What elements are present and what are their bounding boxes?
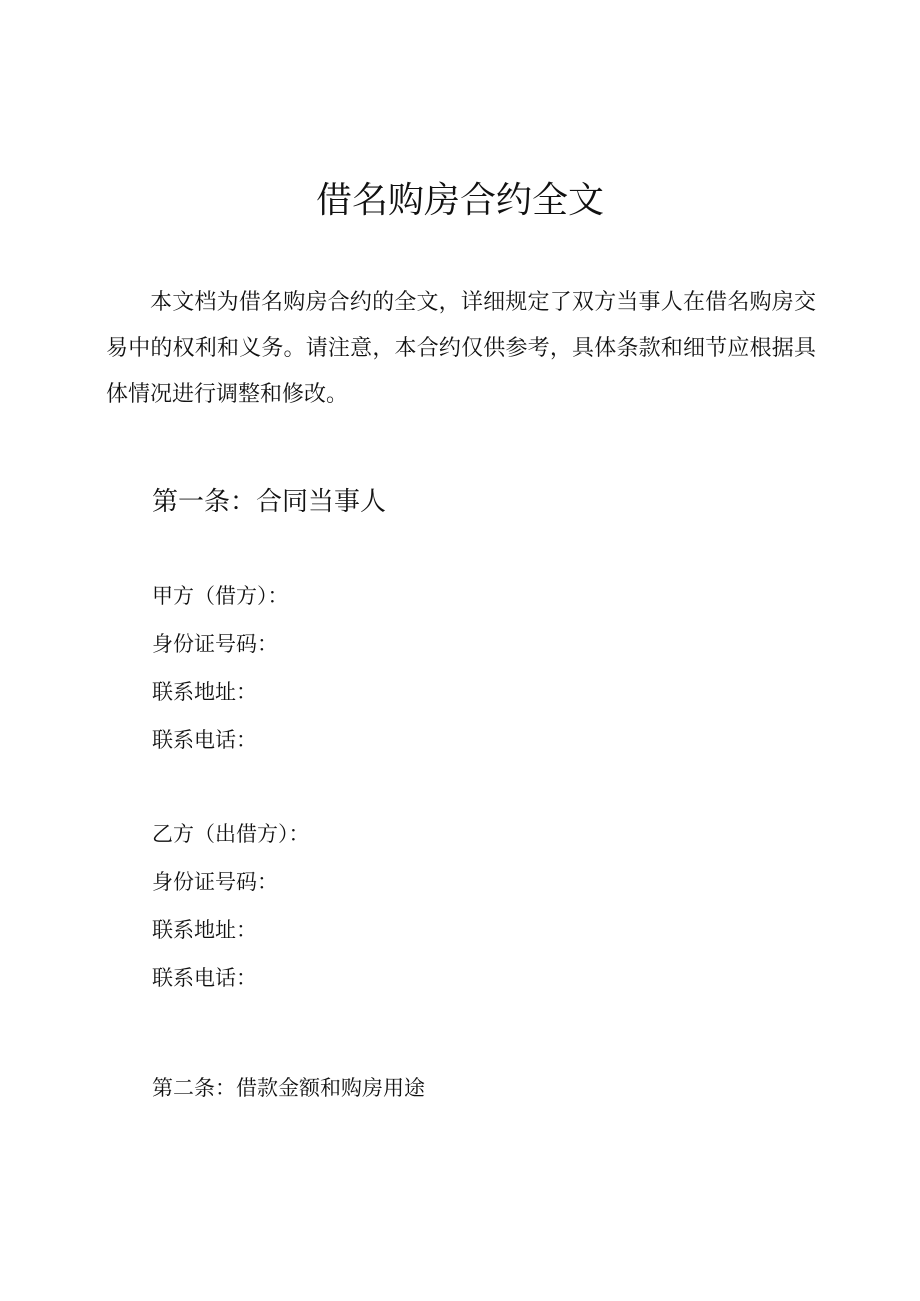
intro-paragraph: 本文档为借名购房合约的全文，详细规定了双方当事人在借名购房交易中的权利和义务。请注意，本合约仅供参考，具体条款和细节应根据具体情况进行调整和修改。 — [106, 290, 816, 407]
party-a-label: 甲方（借方）： — [152, 584, 289, 608]
party-b-id-number: 身份证号码： — [152, 870, 278, 894]
article-2-heading: 第二条：借款金额和购房用途 — [152, 1076, 425, 1100]
party-a-block — [152, 572, 289, 764]
document-title: 借名购房合约全文 — [315, 180, 604, 221]
party-b-block — [152, 810, 310, 1002]
party-a-address: 联系地址： — [152, 680, 257, 704]
party-a-id-number: 身份证号码： — [152, 632, 278, 656]
article-1-heading: 第一条：合同当事人 — [152, 487, 387, 517]
party-b-label: 乙方（出借方）： — [152, 822, 310, 846]
party-b-phone: 联系电话： — [152, 966, 257, 990]
party-b-address: 联系地址： — [152, 918, 257, 942]
party-a-phone: 联系电话： — [152, 728, 257, 752]
